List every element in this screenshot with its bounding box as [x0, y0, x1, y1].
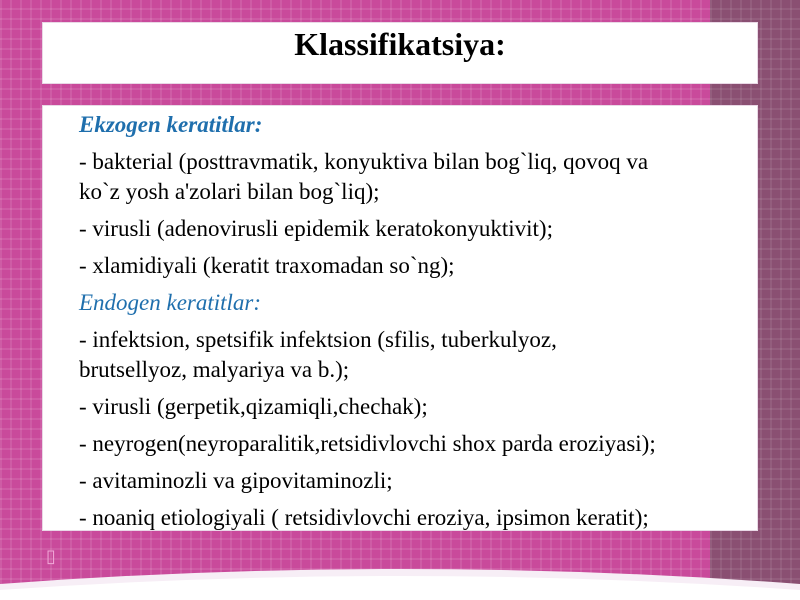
list-item-infektsion: - infektsion, spetsifik infektsion (sfilis, tuberkulyoz,	[79, 327, 557, 352]
decorative-bottom-band	[0, 560, 800, 600]
list-item-bakterial-cont: ko`z yosh a'zolari bilan bog`liq);	[79, 179, 380, 204]
content-text	[79, 110, 769, 540]
list-item-noaniq: - noaniq etiologiyali ( retsidivlovchi eroziya, ipsimon keratit);	[79, 505, 649, 530]
title-box	[42, 22, 758, 84]
heading-endogen: Endogen keratitlar:	[79, 290, 262, 315]
list-item-infektsion-cont: brutsellyoz, malyariya va b.);	[79, 357, 350, 382]
heading-ekzogen: Ekzogen keratitlar:	[79, 112, 263, 137]
list-item-virusli: - virusli (adenovirusli epidemik keratokonyuktivit);	[79, 216, 553, 241]
slide-marker-icon: ▯	[46, 546, 56, 567]
list-item-bakterial: - bakterial (posttravmatik, konyuktiva bilan bog`liq, qovoq va	[79, 149, 649, 174]
list-item-xlamidiyali: - xlamidiyali (keratit traxomadan so`ng);	[79, 253, 455, 278]
list-item-avitaminozli: - avitaminozli va gipovitaminozli;	[79, 468, 393, 493]
list-item-virusli-endo: - virusli (gerpetik,qizamiqli,chechak);	[79, 394, 428, 419]
slide-title: Klassifikatsiya:	[294, 26, 506, 62]
list-item-neyrogen: - neyrogen(neyroparalitik,retsidivlovchi shox parda eroziyasi);	[79, 431, 656, 456]
